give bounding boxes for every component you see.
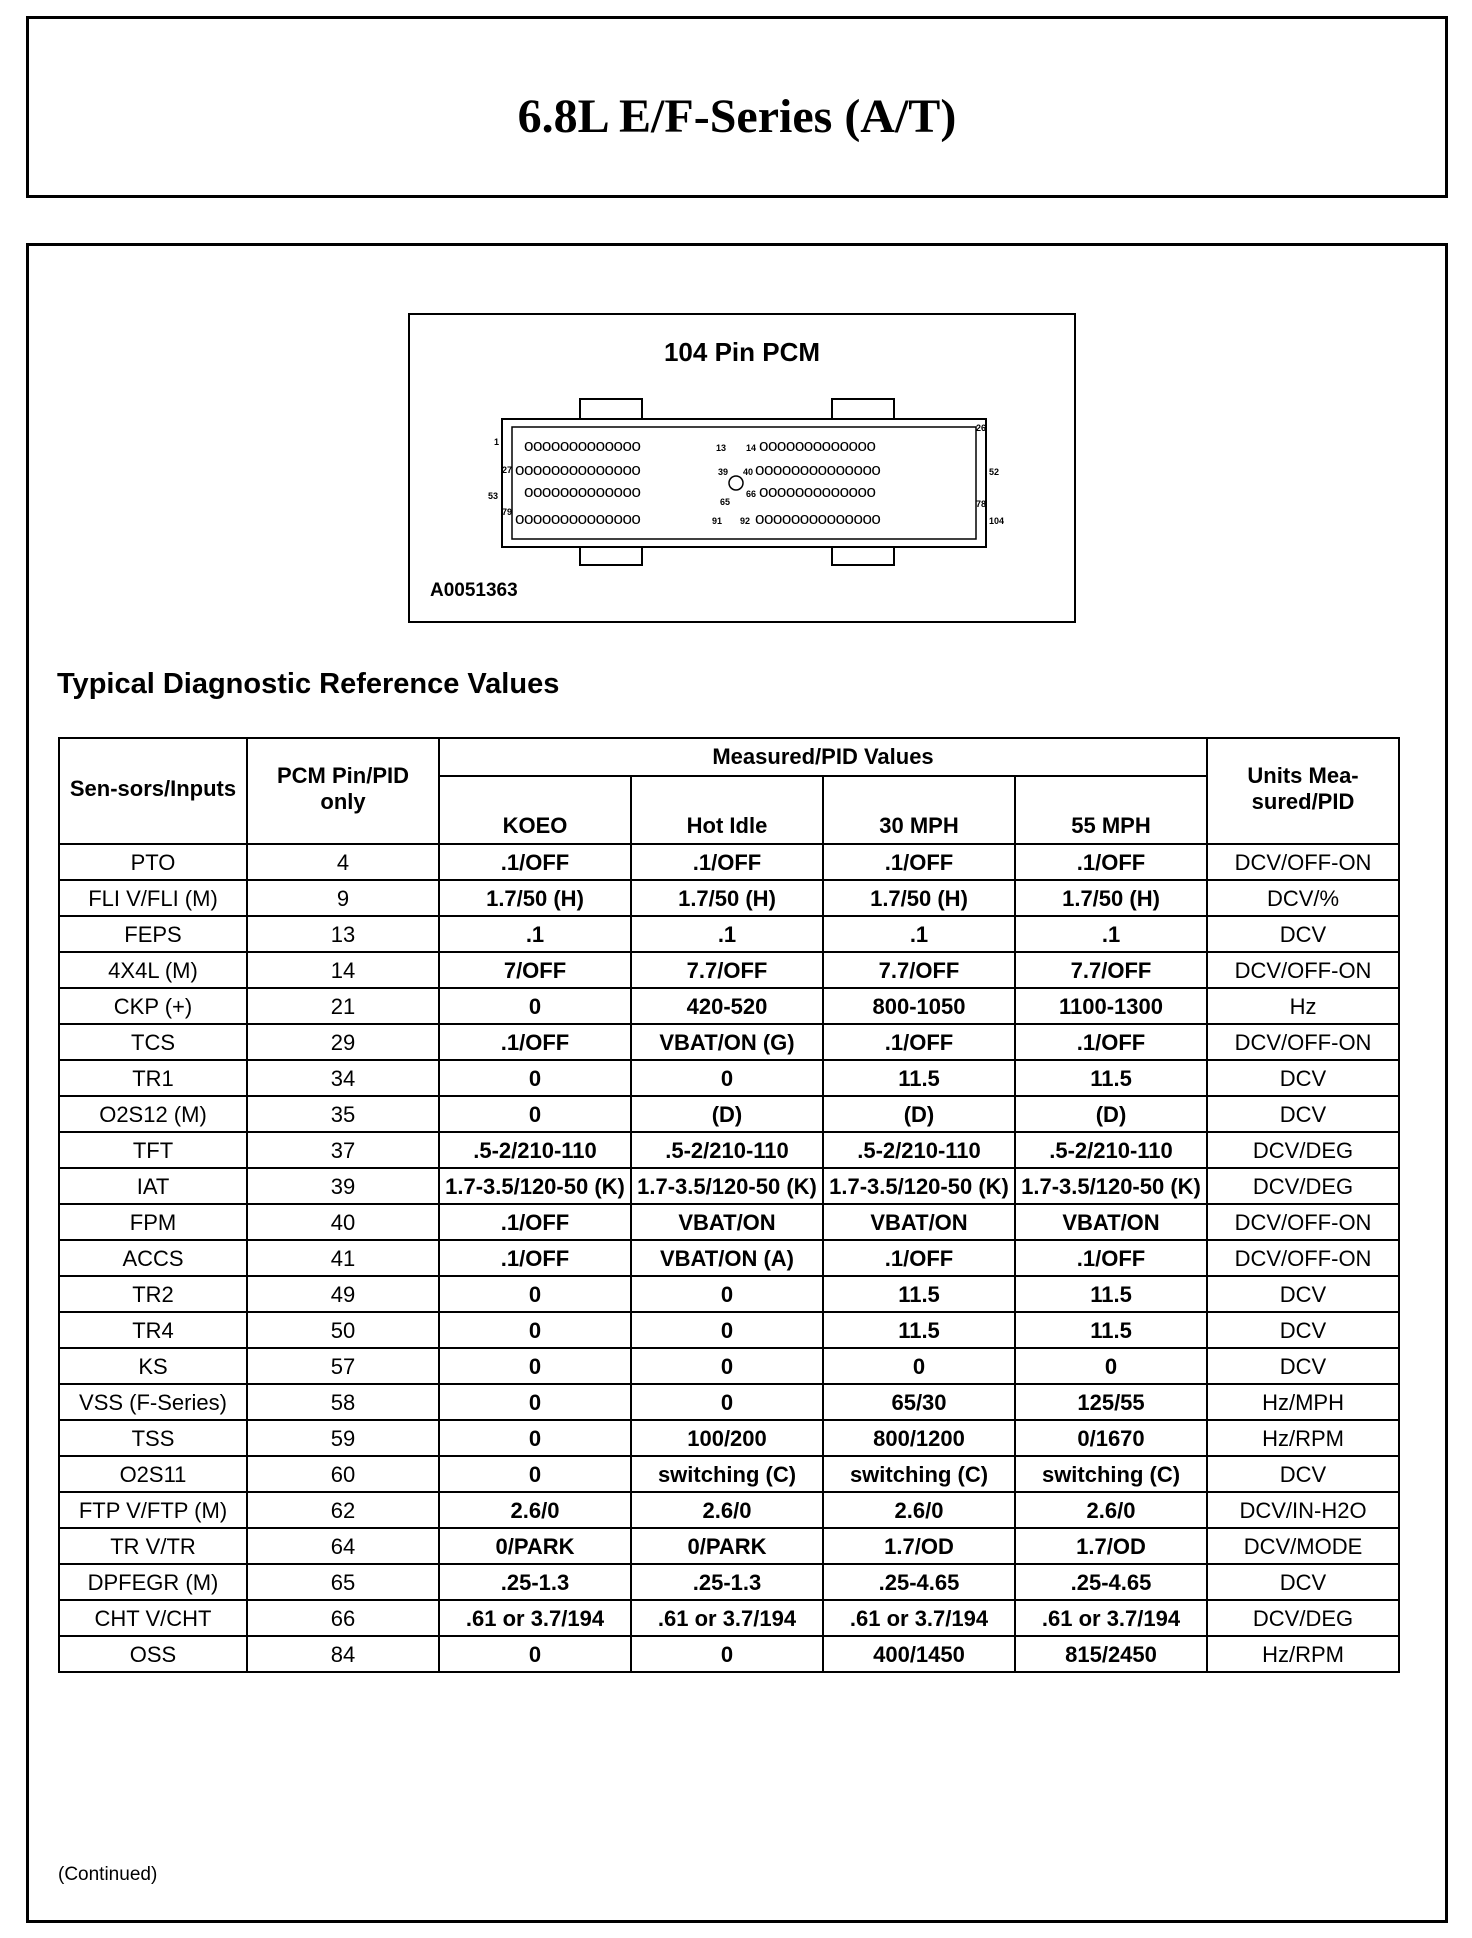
units-cell: DCV <box>1207 1096 1399 1132</box>
mph30-cell: 800/1200 <box>823 1420 1015 1456</box>
units-cell: DCV/DEG <box>1207 1132 1399 1168</box>
mph30-cell: VBAT/ON <box>823 1204 1015 1240</box>
koeo-cell: 0 <box>439 1636 631 1672</box>
pin-label-27: 27 <box>502 465 513 475</box>
koeo-cell: 7/OFF <box>439 952 631 988</box>
units-cell: Hz/RPM <box>1207 1420 1399 1456</box>
pin-cell: 34 <box>247 1060 439 1096</box>
units-cell: DCV <box>1207 1312 1399 1348</box>
mph30-cell: 1.7/50 (H) <box>823 880 1015 916</box>
mph55-cell: 11.5 <box>1015 1312 1207 1348</box>
pin-cell: 64 <box>247 1528 439 1564</box>
pin-cell: 59 <box>247 1420 439 1456</box>
pin-cell: 14 <box>247 952 439 988</box>
units-cell: DCV <box>1207 1564 1399 1600</box>
koeo-cell: .1/OFF <box>439 844 631 880</box>
pin-row-3-left: ooooooooooooo <box>524 482 641 501</box>
sensor-cell: O2S12 (M) <box>59 1096 247 1132</box>
mph55-cell: 125/55 <box>1015 1384 1207 1420</box>
hot-idle-cell: 0 <box>631 1384 823 1420</box>
units-cell: DCV/DEG <box>1207 1600 1399 1636</box>
sensor-cell: CHT V/CHT <box>59 1600 247 1636</box>
units-cell: DCV <box>1207 1348 1399 1384</box>
pin-cell: 29 <box>247 1024 439 1060</box>
koeo-cell: 0 <box>439 1096 631 1132</box>
sensor-cell: VSS (F-Series) <box>59 1384 247 1420</box>
pin-label-91: 91 <box>712 516 723 526</box>
pin-cell: 84 <box>247 1636 439 1672</box>
table-row <box>59 1384 1399 1420</box>
mph30-cell: 65/30 <box>823 1384 1015 1420</box>
hot-idle-cell: 0/PARK <box>631 1528 823 1564</box>
header-55-mph: 55 MPH <box>1015 776 1207 844</box>
koeo-cell: 1.7-3.5/120-50 (K) <box>439 1168 631 1204</box>
koeo-cell: 0/PARK <box>439 1528 631 1564</box>
reference-values-table <box>58 737 1400 1673</box>
pin-label-65: 65 <box>720 497 731 507</box>
pin-cell: 21 <box>247 988 439 1024</box>
hot-idle-cell: VBAT/ON (G) <box>631 1024 823 1060</box>
sensor-cell: PTO <box>59 844 247 880</box>
koeo-cell: 0 <box>439 1060 631 1096</box>
koeo-cell: 0 <box>439 1348 631 1384</box>
pin-label-14: 14 <box>746 443 757 453</box>
mph30-cell: 0 <box>823 1348 1015 1384</box>
mph55-cell: 2.6/0 <box>1015 1492 1207 1528</box>
mph55-cell: .25-4.65 <box>1015 1564 1207 1600</box>
mph30-cell: 1.7/OD <box>823 1528 1015 1564</box>
koeo-cell: 0 <box>439 988 631 1024</box>
koeo-cell: .5-2/210-110 <box>439 1132 631 1168</box>
pin-row-3-right: ooooooooooooo <box>759 482 876 501</box>
mph55-cell: 11.5 <box>1015 1276 1207 1312</box>
header-measured-group: Measured/PID Values <box>439 738 1207 776</box>
mph55-cell: 11.5 <box>1015 1060 1207 1096</box>
connector-drawing <box>410 315 1074 621</box>
table-row <box>59 880 1399 916</box>
hot-idle-cell: VBAT/ON (A) <box>631 1240 823 1276</box>
pin-cell: 9 <box>247 880 439 916</box>
sensor-cell: ACCS <box>59 1240 247 1276</box>
table-row <box>59 1456 1399 1492</box>
mph55-cell: .61 or 3.7/194 <box>1015 1600 1207 1636</box>
mph30-cell: switching (C) <box>823 1456 1015 1492</box>
title-box <box>26 16 1448 198</box>
hot-idle-cell: .61 or 3.7/194 <box>631 1600 823 1636</box>
pin-row-1-left: ooooooooooooo <box>524 436 641 455</box>
units-cell: DCV <box>1207 1060 1399 1096</box>
sensor-cell: IAT <box>59 1168 247 1204</box>
hot-idle-cell: .1/OFF <box>631 844 823 880</box>
units-cell: DCV/OFF-ON <box>1207 1204 1399 1240</box>
header-pcm-pin: PCM Pin/PID only <box>247 738 439 844</box>
pin-cell: 58 <box>247 1384 439 1420</box>
sensor-cell: FEPS <box>59 916 247 952</box>
hot-idle-cell: .5-2/210-110 <box>631 1132 823 1168</box>
units-cell: DCV/MODE <box>1207 1528 1399 1564</box>
mph30-cell: 800-1050 <box>823 988 1015 1024</box>
pin-label-53: 53 <box>488 491 499 501</box>
koeo-cell: .1 <box>439 916 631 952</box>
hot-idle-cell: .1 <box>631 916 823 952</box>
koeo-cell: 1.7/50 (H) <box>439 880 631 916</box>
hot-idle-cell: 0 <box>631 1636 823 1672</box>
mph55-cell: 0/1670 <box>1015 1420 1207 1456</box>
page-title: 6.8L E/F-Series (A/T) <box>517 90 957 143</box>
pin-cell: 62 <box>247 1492 439 1528</box>
sensor-cell: TCS <box>59 1024 247 1060</box>
units-cell: DCV/% <box>1207 880 1399 916</box>
table-row <box>59 1600 1399 1636</box>
pin-label-1: 1 <box>494 437 500 447</box>
units-cell: Hz/MPH <box>1207 1384 1399 1420</box>
mph55-cell: .1/OFF <box>1015 1240 1207 1276</box>
units-cell: Hz <box>1207 988 1399 1024</box>
pin-cell: 57 <box>247 1348 439 1384</box>
units-cell: DCV/OFF-ON <box>1207 1024 1399 1060</box>
sensor-cell: 4X4L (M) <box>59 952 247 988</box>
koeo-cell: 0 <box>439 1276 631 1312</box>
pin-cell: 39 <box>247 1168 439 1204</box>
table-row <box>59 1636 1399 1672</box>
table-row <box>59 1096 1399 1132</box>
sensor-cell: TR1 <box>59 1060 247 1096</box>
pin-cell: 41 <box>247 1240 439 1276</box>
units-cell: DCV/IN-H2O <box>1207 1492 1399 1528</box>
mph30-cell: .5-2/210-110 <box>823 1132 1015 1168</box>
mph30-cell: 11.5 <box>823 1060 1015 1096</box>
hot-idle-cell: 0 <box>631 1060 823 1096</box>
pin-row-2-right: oooooooooooooo <box>755 460 881 479</box>
koeo-cell: .1/OFF <box>439 1240 631 1276</box>
table-row <box>59 1240 1399 1276</box>
mph30-cell: 2.6/0 <box>823 1492 1015 1528</box>
koeo-cell: 2.6/0 <box>439 1492 631 1528</box>
pin-cell: 13 <box>247 916 439 952</box>
units-cell: DCV <box>1207 916 1399 952</box>
sensor-cell: FLI V/FLI (M) <box>59 880 247 916</box>
pin-cell: 65 <box>247 1564 439 1600</box>
continued-note: (Continued) <box>58 1864 158 1885</box>
mph55-cell: 1.7/50 (H) <box>1015 880 1207 916</box>
sensor-cell: KS <box>59 1348 247 1384</box>
pin-label-79: 79 <box>502 507 513 517</box>
koeo-cell: 0 <box>439 1384 631 1420</box>
hot-idle-cell: (D) <box>631 1096 823 1132</box>
pin-cell: 37 <box>247 1132 439 1168</box>
sensor-cell: OSS <box>59 1636 247 1672</box>
mph30-cell: (D) <box>823 1096 1015 1132</box>
table-row <box>59 916 1399 952</box>
units-cell: DCV/OFF-ON <box>1207 844 1399 880</box>
mph30-cell: .61 or 3.7/194 <box>823 1600 1015 1636</box>
pin-cell: 35 <box>247 1096 439 1132</box>
hot-idle-cell: 420-520 <box>631 988 823 1024</box>
header-hot-idle: Hot Idle <box>631 776 823 844</box>
sensor-cell: TR V/TR <box>59 1528 247 1564</box>
table-row <box>59 1276 1399 1312</box>
mph55-cell: switching (C) <box>1015 1456 1207 1492</box>
table-row <box>59 952 1399 988</box>
mph30-cell: 7.7/OFF <box>823 952 1015 988</box>
sensor-cell: FPM <box>59 1204 247 1240</box>
table-row <box>59 1528 1399 1564</box>
pin-cell: 60 <box>247 1456 439 1492</box>
koeo-cell: 0 <box>439 1312 631 1348</box>
pin-label-92: 92 <box>740 516 751 526</box>
sensor-cell: TSS <box>59 1420 247 1456</box>
sensor-cell: TR2 <box>59 1276 247 1312</box>
pin-label-40: 40 <box>743 467 754 477</box>
hot-idle-cell: 1.7/50 (H) <box>631 880 823 916</box>
pcm-connector-diagram <box>408 313 1076 623</box>
figure-id: A0051363 <box>430 580 518 601</box>
table-row <box>59 1348 1399 1384</box>
mph55-cell: 7.7/OFF <box>1015 952 1207 988</box>
hot-idle-cell: 0 <box>631 1312 823 1348</box>
table-row <box>59 1168 1399 1204</box>
sensor-cell: FTP V/FTP (M) <box>59 1492 247 1528</box>
koeo-cell: 0 <box>439 1420 631 1456</box>
table-row <box>59 1420 1399 1456</box>
pin-row-4-right: oooooooooooooo <box>755 509 881 528</box>
mph30-cell: .1/OFF <box>823 844 1015 880</box>
koeo-cell: .61 or 3.7/194 <box>439 1600 631 1636</box>
mph30-cell: .1/OFF <box>823 1024 1015 1060</box>
mph30-cell: 400/1450 <box>823 1636 1015 1672</box>
table-row <box>59 1024 1399 1060</box>
pin-cell: 4 <box>247 844 439 880</box>
koeo-cell: .25-1.3 <box>439 1564 631 1600</box>
mph30-cell: 1.7-3.5/120-50 (K) <box>823 1168 1015 1204</box>
table-row <box>59 1060 1399 1096</box>
units-cell: DCV/OFF-ON <box>1207 1240 1399 1276</box>
pin-label-66: 66 <box>746 489 757 499</box>
pin-cell: 49 <box>247 1276 439 1312</box>
mph30-cell: 11.5 <box>823 1312 1015 1348</box>
sensor-cell: CKP (+) <box>59 988 247 1024</box>
header-30-mph: 30 MPH <box>823 776 1015 844</box>
sensor-cell: DPFEGR (M) <box>59 1564 247 1600</box>
table-row <box>59 1492 1399 1528</box>
mph55-cell: (D) <box>1015 1096 1207 1132</box>
units-cell: Hz/RPM <box>1207 1636 1399 1672</box>
mph30-cell: 11.5 <box>823 1276 1015 1312</box>
mph55-cell: 0 <box>1015 1348 1207 1384</box>
pin-label-26: 26 <box>976 423 987 433</box>
diagram-title: 104 Pin PCM <box>663 337 821 367</box>
pin-row-1-right: ooooooooooooo <box>759 436 876 455</box>
pin-label-52: 52 <box>989 467 1000 477</box>
koeo-cell: .1/OFF <box>439 1204 631 1240</box>
hot-idle-cell: 1.7-3.5/120-50 (K) <box>631 1168 823 1204</box>
units-cell: DCV/DEG <box>1207 1168 1399 1204</box>
hot-idle-cell: .25-1.3 <box>631 1564 823 1600</box>
table-row <box>59 988 1399 1024</box>
mph55-cell: .1/OFF <box>1015 844 1207 880</box>
pin-row-4-left: oooooooooooooo <box>515 509 641 528</box>
mph55-cell: VBAT/ON <box>1015 1204 1207 1240</box>
table-row <box>59 1132 1399 1168</box>
units-cell: DCV <box>1207 1456 1399 1492</box>
mph55-cell: 1.7-3.5/120-50 (K) <box>1015 1168 1207 1204</box>
hot-idle-cell: 100/200 <box>631 1420 823 1456</box>
pin-cell: 50 <box>247 1312 439 1348</box>
mph55-cell: .1 <box>1015 916 1207 952</box>
header-units: Units Mea-sured/PID <box>1207 738 1399 844</box>
hot-idle-cell: 0 <box>631 1276 823 1312</box>
pin-label-104: 104 <box>989 516 1005 526</box>
koeo-cell: .1/OFF <box>439 1024 631 1060</box>
pin-label-39: 39 <box>718 467 729 477</box>
units-cell: DCV <box>1207 1276 1399 1312</box>
sensor-cell: TFT <box>59 1132 247 1168</box>
pin-label-13: 13 <box>716 443 727 453</box>
koeo-cell: 0 <box>439 1456 631 1492</box>
mph30-cell: .1 <box>823 916 1015 952</box>
table-row <box>59 1204 1399 1240</box>
sensor-cell: TR4 <box>59 1312 247 1348</box>
table-body <box>59 844 1399 1672</box>
table-row <box>59 844 1399 880</box>
pin-cell: 66 <box>247 1600 439 1636</box>
mph55-cell: .5-2/210-110 <box>1015 1132 1207 1168</box>
table-row <box>59 1312 1399 1348</box>
hot-idle-cell: VBAT/ON <box>631 1204 823 1240</box>
pin-row-2-left: oooooooooooooo <box>515 460 641 479</box>
mph55-cell: 1100-1300 <box>1015 988 1207 1024</box>
header-sensors: Sen-sors/Inputs <box>59 738 247 844</box>
hot-idle-cell: switching (C) <box>631 1456 823 1492</box>
hot-idle-cell: 0 <box>631 1348 823 1384</box>
pin-label-78: 78 <box>976 499 987 509</box>
units-cell: DCV/OFF-ON <box>1207 952 1399 988</box>
mph55-cell: 1.7/OD <box>1015 1528 1207 1564</box>
mph55-cell: .1/OFF <box>1015 1024 1207 1060</box>
section-heading: Typical Diagnostic Reference Values <box>57 668 560 700</box>
mph30-cell: .25-4.65 <box>823 1564 1015 1600</box>
sensor-cell: O2S11 <box>59 1456 247 1492</box>
hot-idle-cell: 2.6/0 <box>631 1492 823 1528</box>
hot-idle-cell: 7.7/OFF <box>631 952 823 988</box>
pin-cell: 40 <box>247 1204 439 1240</box>
mph30-cell: .1/OFF <box>823 1240 1015 1276</box>
table-row <box>59 1564 1399 1600</box>
mph55-cell: 815/2450 <box>1015 1636 1207 1672</box>
header-koeo: KOEO <box>439 776 631 844</box>
